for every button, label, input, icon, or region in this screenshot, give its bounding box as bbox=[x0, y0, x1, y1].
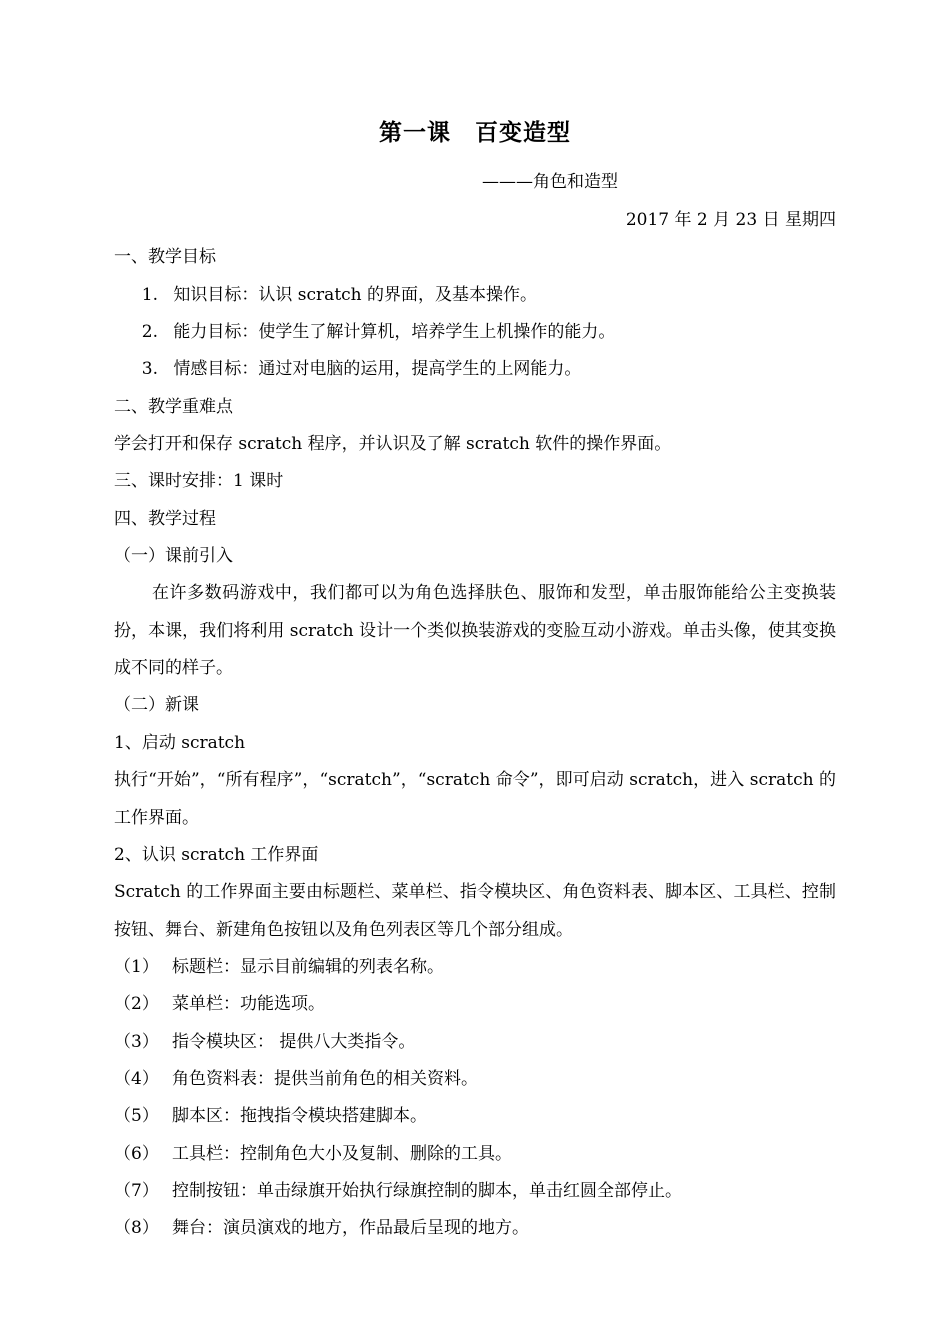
component-number: （3） bbox=[114, 1032, 159, 1052]
lesson-subtitle: ———角色和造型 bbox=[482, 172, 618, 192]
component-text: 工具栏：控制角色大小及复制、删除的工具。 bbox=[172, 1144, 512, 1164]
component-item bbox=[114, 992, 836, 1016]
component-text: 标题栏：显示目前编辑的列表名称。 bbox=[172, 957, 444, 977]
component-text: 脚本区：拖拽指令模块搭建脚本。 bbox=[172, 1106, 427, 1126]
goal-text: 情感目标：通过对电脑的运用，提高学生的上网能力。 bbox=[173, 359, 582, 379]
component-number: （6） bbox=[114, 1144, 159, 1164]
goal-number: 3. bbox=[141, 359, 158, 379]
goal-text: 能力目标：使学生了解计算机，培养学生上机操作的能力。 bbox=[173, 322, 616, 342]
goal-number: 1. bbox=[141, 285, 158, 305]
goal-item bbox=[114, 283, 836, 307]
goal-item bbox=[114, 320, 836, 344]
component-item bbox=[114, 1179, 836, 1203]
goal-number: 2. bbox=[141, 322, 158, 342]
intro-paragraph: 在许多数码游戏中，我们都可以为角色选择肤色、服饰和发型，单击服饰能给公主变换装扮，本课，我们将利用 scratch 设计一个类似换装游戏的变脸互动小游戏。单击头像，使其变换成不同的样子。 bbox=[114, 583, 836, 678]
lesson-title: 第一课 百变造型 bbox=[379, 119, 571, 146]
step-heading-interface: 2、认识 scratch 工作界面 bbox=[114, 845, 319, 865]
component-item bbox=[114, 1216, 836, 1240]
interface-paragraph: Scratch 的工作界面主要由标题栏、菜单栏、指令模块区、角色资料表、脚本区、工具栏、控制按钮、舞台、新建角色按钮以及角色列表区等几个部分组成。 bbox=[114, 882, 836, 940]
component-number: （4） bbox=[114, 1069, 159, 1089]
launch-paragraph: 执行“开始”，“所有程序”，“scratch”，“scratch 命令”，即可启动 scratch，进入 scratch 的工作界面。 bbox=[114, 770, 836, 828]
component-number: （5） bbox=[114, 1106, 159, 1126]
component-text: 指令模块区： 提供八大类指令。 bbox=[172, 1032, 416, 1052]
component-item bbox=[114, 955, 836, 979]
section-heading-key-points: 二、教学重难点 bbox=[114, 397, 233, 417]
goal-item bbox=[114, 357, 836, 381]
component-item bbox=[114, 1104, 836, 1128]
component-text: 菜单栏：功能选项。 bbox=[172, 994, 325, 1014]
component-text: 角色资料表：提供当前角色的相关资料。 bbox=[172, 1069, 478, 1089]
section-heading-schedule: 三、课时安排：1 课时 bbox=[114, 471, 284, 491]
step-heading-launch: 1、启动 scratch bbox=[114, 733, 246, 753]
component-number: （2） bbox=[114, 994, 159, 1014]
component-number: （7） bbox=[114, 1181, 159, 1201]
component-text: 控制按钮：单击绿旗开始执行绿旗控制的脚本，单击红圆全部停止。 bbox=[172, 1181, 682, 1201]
component-number: （1） bbox=[114, 957, 159, 977]
component-item bbox=[114, 1142, 836, 1166]
section-heading-process: 四、教学过程 bbox=[114, 509, 216, 529]
component-number: （8） bbox=[114, 1218, 159, 1238]
part-heading-intro: （一）课前引入 bbox=[114, 546, 233, 566]
component-item bbox=[114, 1067, 836, 1091]
part-heading-new-lesson: （二）新课 bbox=[114, 695, 199, 715]
goal-text: 知识目标：认识 scratch 的界面，及基本操作。 bbox=[173, 285, 538, 305]
lesson-date: 2017 年 2 月 23 日 星期四 bbox=[625, 210, 836, 230]
component-text: 舞台：演员演戏的地方，作品最后呈现的地方。 bbox=[172, 1218, 529, 1238]
section-heading-goals: 一、教学目标 bbox=[114, 247, 216, 267]
key-points-text: 学会打开和保存 scratch 程序，并认识及了解 scratch 软件的操作界面。 bbox=[114, 434, 672, 454]
component-item bbox=[114, 1030, 836, 1054]
